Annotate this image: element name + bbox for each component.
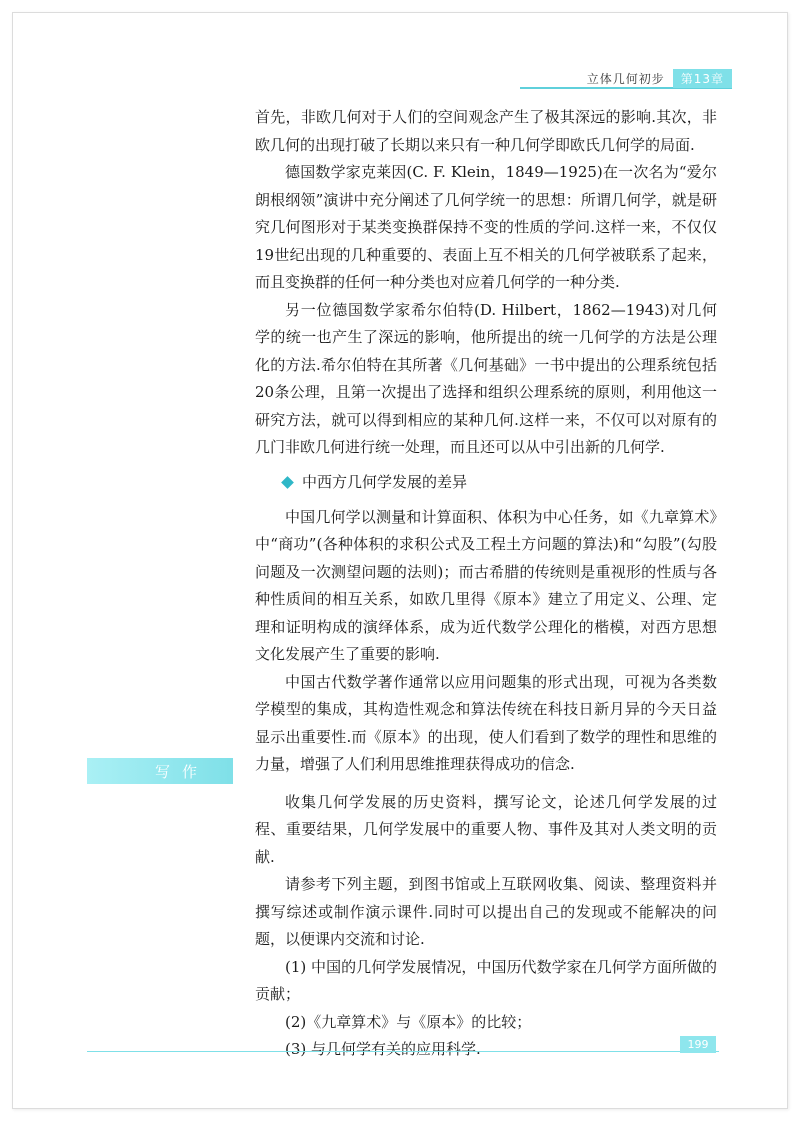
running-header xyxy=(520,69,732,89)
main-content xyxy=(255,104,717,1064)
chapter-tag: 第13章 xyxy=(673,69,732,88)
writing-instruction: 请参考下列主题，到图书馆或上互联网收集、阅读、整理资料并撰写综述或制作演示课件.同时可以提出自己的发现或不能解决的问题，以便课内交流和讨论. xyxy=(255,875,717,948)
writing-side-label: 写作 xyxy=(87,758,233,784)
writing-topic-3: (3) 与几何学有关的应用科学. xyxy=(285,1040,481,1058)
writing-section xyxy=(255,789,717,1064)
paragraph-klein: 德国数学家克莱因(C. F. Klein，1849—1925)在一次名为“爱尔朗根纲领”演讲中充分阐述了几何学统一的思想：所谓几何学，就是研究几何图形对于某类变换群保持不变的性质的学问.这样一来，不仅仅19世纪出现的几种重要的、表面上互不相关的几何学被联系了起来，而且变换群的任何一种分类也对应着几何学的一种分类. xyxy=(255,163,717,291)
section-heading xyxy=(283,468,717,498)
section-heading-text: 中西方几何学发展的差异 xyxy=(302,472,468,491)
paragraph-continuation: 首先，非欧几何对于人们的空间观念产生了极其深远的影响.其次，非欧几何的出现打破了长期以来只有一种几何学即欧氏几何学的局面. xyxy=(255,108,717,154)
writing-topic-1: (1) 中国的几何学发展情况，中国历代数学家在几何学方面所做的贡献； xyxy=(255,957,717,1003)
paragraph-east-west: 中国几何学以测量和计算面积、体积为中心任务，如《九章算术》中“商功”(各种体积的求积公式及工程土方问题的算法)和“勾股”(勾股问题及一次测望问题的法则)；而古希腊的传统则是重视形的性质与各种性质间的相互关系，如欧几里得《原本》建立了用定义、公理、定理和证明构成的演绎体系，成为近代数学公理化的楷模，对西方思想文化发展产生了重要的影响. xyxy=(255,507,717,663)
paragraph-hilbert: 另一位德国数学家希尔伯特(D. Hilbert，1862—1943)对几何学的统一也产生了深远的影响，他所提出的统一几何学的方法是公理化的方法.希尔伯特在其所著《几何基础》一书中提出的公理系统包括20条公理，且第一次提出了选择和组织公理系统的原则，利用他这一研究方法，就可以得到相应的某种几何.这样一来，不仅可以对原有的几门非欧几何进行统一处理，而且还可以从中引出新的几何学. xyxy=(255,300,717,456)
writing-intro: 收集几何学发展的历史资料，撰写论文，论述几何学发展的过程、重要结果，几何学发展中的重要人物、事件及其对人类文明的贡献. xyxy=(255,792,717,866)
page-number: 199 xyxy=(680,1036,716,1053)
chapter-title: 立体几何初步 xyxy=(586,71,665,86)
writing-topic-2: (2)《九章算术》与《原本》的比较； xyxy=(285,1012,532,1031)
paragraph-ancient-works: 中国古代数学著作通常以应用问题集的形式出现，可视为各类数学模型的集成，其构造性观念和算法传统在科技日新月异的今天日益显示出重要性.而《原本》的出现，使人们看到了数学的理性和思维的力量，增强了人们利用思维推理获得成功的信念. xyxy=(255,672,717,773)
diamond-bullet-icon xyxy=(281,476,294,489)
footer-rule xyxy=(87,1051,719,1052)
